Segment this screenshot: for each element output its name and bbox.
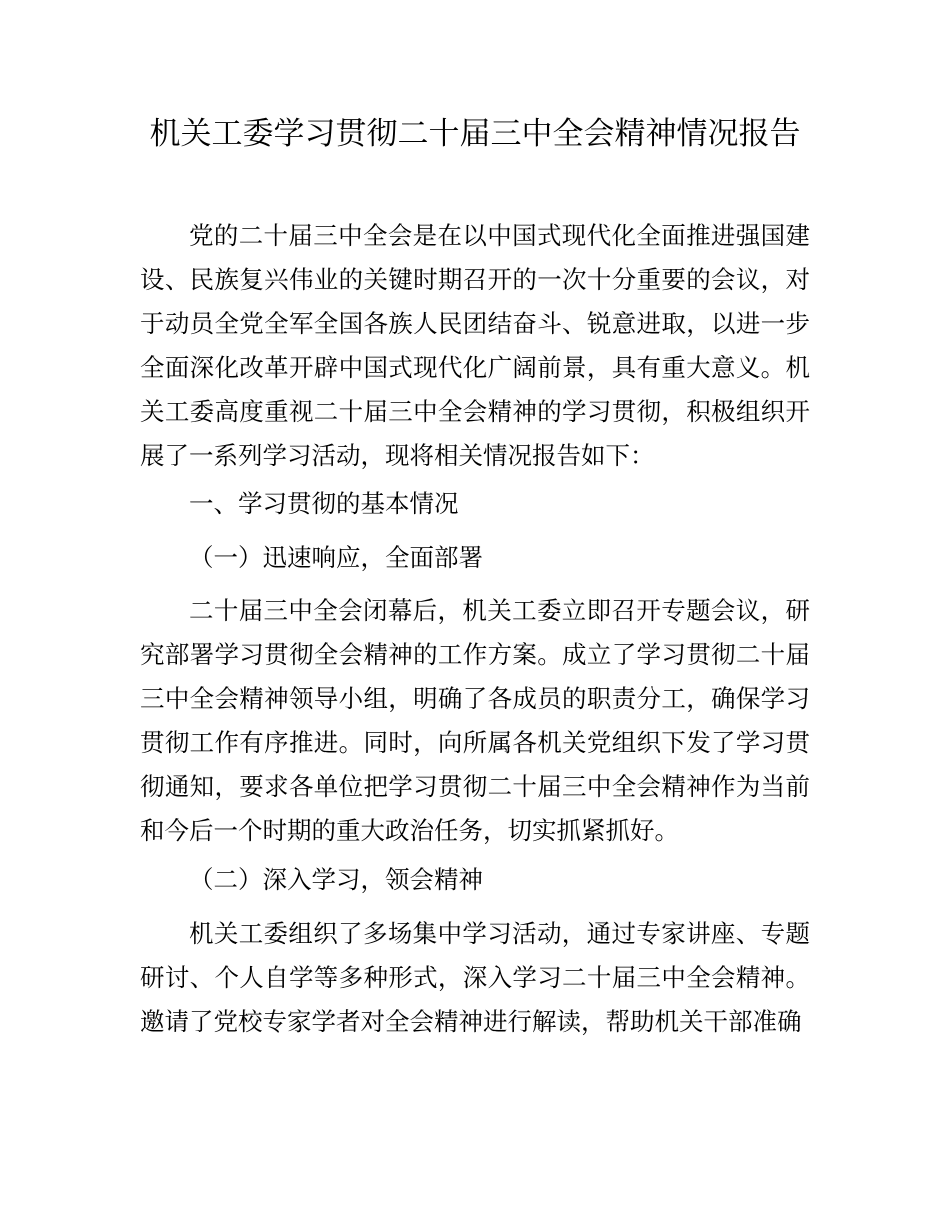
rapid-response-paragraph: 二十届三中全会闭幕后，机关工委立即召开专题会议，研究部署学习贯彻全会精神的工作方案。成立了学习贯彻二十届三中全会精神领导小组，明确了各成员的职责分工，确保学习贯彻工作有序推进。同时，向所属各机关党组织下发了学习贯彻通知，要求各单位把学习贯彻二十届三中全会精神作为当前和今后一个时期的重大政治任务，切实抓紧抓好。 [140, 596, 810, 845]
deep-study-paragraph: 机关工委组织了多场集中学习活动，通过专家讲座、专题研讨、个人自学等多种形式，深入学习二十届三中全会精神。邀请了党校专家学者对全会精神进行解读，帮助机关干部准确 [140, 919, 810, 1036]
subsection-heading-deep-study: （二）深入学习，领会精神 [189, 865, 483, 894]
subsection-heading-rapid-response: （一）迅速响应，全面部署 [189, 543, 483, 572]
section-heading-basic-situation: 一、学习贯彻的基本情况 [189, 489, 459, 518]
intro-paragraph: 党的二十届三中全会是在以中国式现代化全面推进强国建设、民族复兴伟业的关键时期召开的一次十分重要的会议，对于动员全党全军全国各族人民团结奋斗、锐意进取，以进一步全面深化改革开辟中国式现代化广阔前景，具有重大意义。机关工委高度重视二十届三中全会精神的学习贯彻，积极组织开展了一系列学习活动，现将相关情况报告如下： [140, 221, 810, 470]
document-title: 机关工委学习贯彻二十届三中全会精神情况报告 [149, 116, 801, 152]
